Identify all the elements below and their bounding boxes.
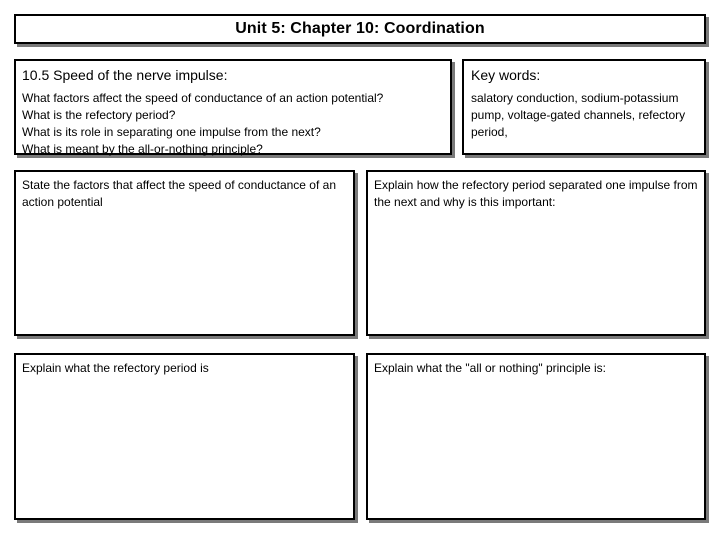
intro-question: What factors affect the speed of conductance of an action potential?: [22, 91, 384, 105]
intro-question: What is meant by the all-or-nothing principle?: [22, 142, 263, 156]
task-prompt: State the factors that affect the speed of conductance of an action potential: [22, 178, 336, 209]
answer-box-factors[interactable]: [14, 170, 355, 336]
task-prompt: Explain what the "all or nothing" principle is:: [374, 361, 606, 375]
key-words-list: salatory conduction, sodium-potassium pump, voltage-gated channels, refectory period,: [471, 91, 686, 139]
intro-box: [14, 59, 452, 155]
key-words-box: [462, 59, 706, 155]
task-prompt: Explain what the refectory period is: [22, 361, 209, 375]
intro-question: What is the refectory period?: [22, 108, 176, 122]
answer-box-all-or-nothing[interactable]: [366, 353, 706, 520]
intro-question: What is its role in separating one impulse from the next?: [22, 125, 321, 139]
task-prompt: Explain how the refectory period separated one impulse from the next and why is this important:: [374, 178, 698, 209]
section-heading: 10.5 Speed of the nerve impulse:: [22, 67, 228, 83]
key-words-heading: Key words:: [471, 67, 541, 83]
answer-box-refectory-period[interactable]: [14, 353, 355, 520]
page-title: Unit 5: Chapter 10: Coordination: [235, 20, 485, 37]
answer-box-refectory-separation[interactable]: [366, 170, 706, 336]
title-box: [14, 14, 706, 44]
